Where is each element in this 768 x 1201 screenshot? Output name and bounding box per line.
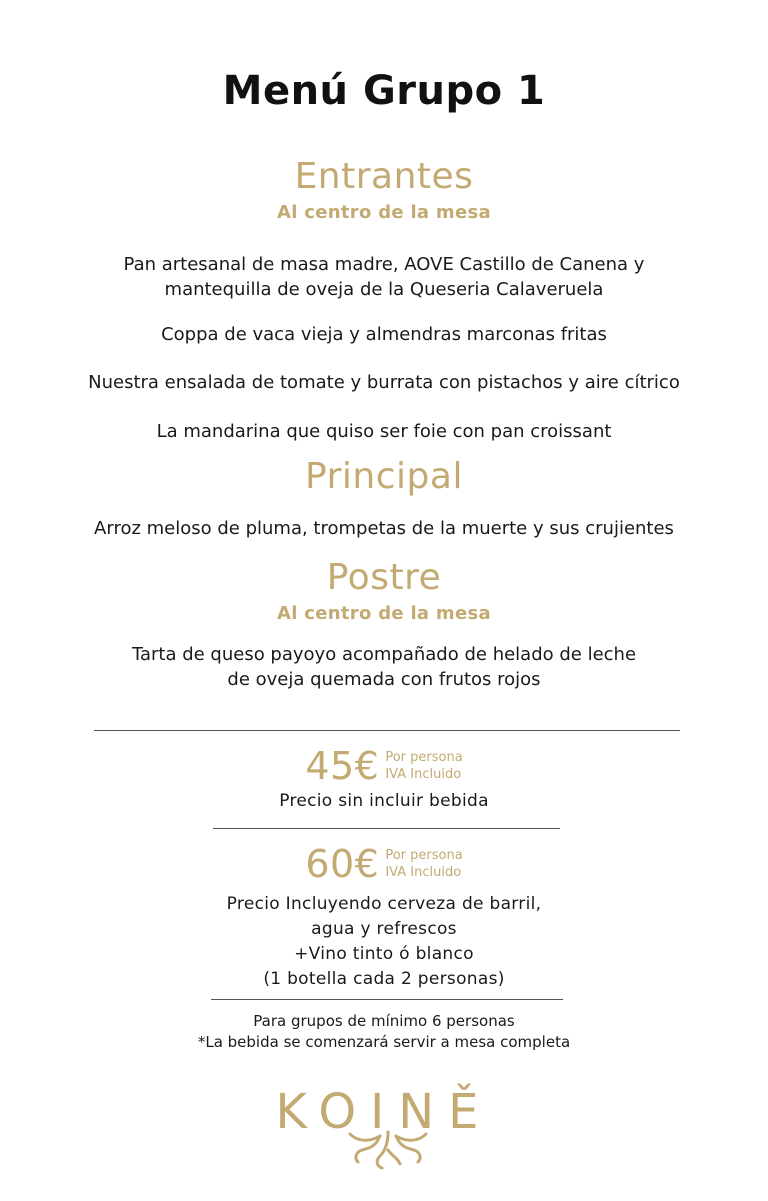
price-block: [0, 744, 768, 788]
dish-line: Coppa de vaca vieja y almendras marconas fritas: [161, 324, 607, 345]
divider: [211, 999, 563, 1000]
section-heading-principal: Principal: [305, 456, 463, 497]
dish-item: [0, 370, 768, 395]
dish-line: Pan artesanal de masa madre, AOVE Castillo de Canena y: [123, 254, 645, 275]
divider: [94, 730, 680, 731]
price-description-line: agua y refrescos: [311, 919, 457, 939]
price-description-line: +Vino tinto ó blanco: [294, 944, 474, 964]
section-heading-postre: Postre: [326, 557, 442, 598]
section-heading-entrantes: Entrantes: [294, 156, 474, 197]
price-notes: [385, 749, 462, 783]
price-note: Por persona: [385, 848, 463, 863]
footnote-line: Para grupos de mínimo 6 personas: [253, 1012, 515, 1030]
dish-item: [0, 252, 768, 302]
price-block: [0, 842, 768, 886]
dish-line: mantequilla de oveja de la Queseria Calaveruela: [164, 279, 604, 300]
price-description-line: Precio Incluyendo cerveza de barril,: [226, 894, 542, 914]
price-description: [0, 789, 768, 814]
price-amount: 60€: [305, 842, 380, 886]
price-description-line: (1 botella cada 2 personas): [263, 969, 505, 989]
price-note: IVA Incluido: [385, 767, 462, 782]
dish-line: de oveja quemada con frutos rojos: [227, 669, 541, 690]
page-title: Menú Grupo 1: [222, 68, 546, 114]
price-amount: 45€: [305, 744, 380, 788]
price-notes: [385, 847, 462, 881]
dish-line: La mandarina que quiso ser foie con pan croissant: [156, 421, 612, 442]
section-subheading-postre: Al centro de la mesa: [277, 603, 491, 624]
price-note: Por persona: [385, 750, 463, 765]
footnote-line: *La bebida se comenzará servir a mesa completa: [197, 1033, 571, 1051]
dish-line: Arroz meloso de pluma, trompetas de la muerte y sus crujientes: [94, 518, 674, 539]
dish-item: [0, 322, 768, 347]
roots-logo-icon: [340, 1128, 436, 1172]
section-subheading-entrantes: Al centro de la mesa: [277, 202, 491, 223]
dish-item: [0, 516, 768, 541]
dish-line: Nuestra ensalada de tomate y burrata con pistachos y aire cítrico: [88, 372, 680, 393]
dish-item: [0, 419, 768, 444]
logo-wordmark: KOINĚ: [275, 1084, 493, 1140]
footnotes: [0, 1011, 768, 1053]
divider: [213, 828, 560, 829]
price-description-line: Precio sin incluir bebida: [279, 791, 489, 811]
price-description: [0, 892, 768, 992]
dish-line: Tarta de queso payoyo acompañado de helado de leche: [131, 644, 637, 665]
price-note: IVA Incluido: [385, 865, 462, 880]
dish-item: [0, 642, 768, 692]
